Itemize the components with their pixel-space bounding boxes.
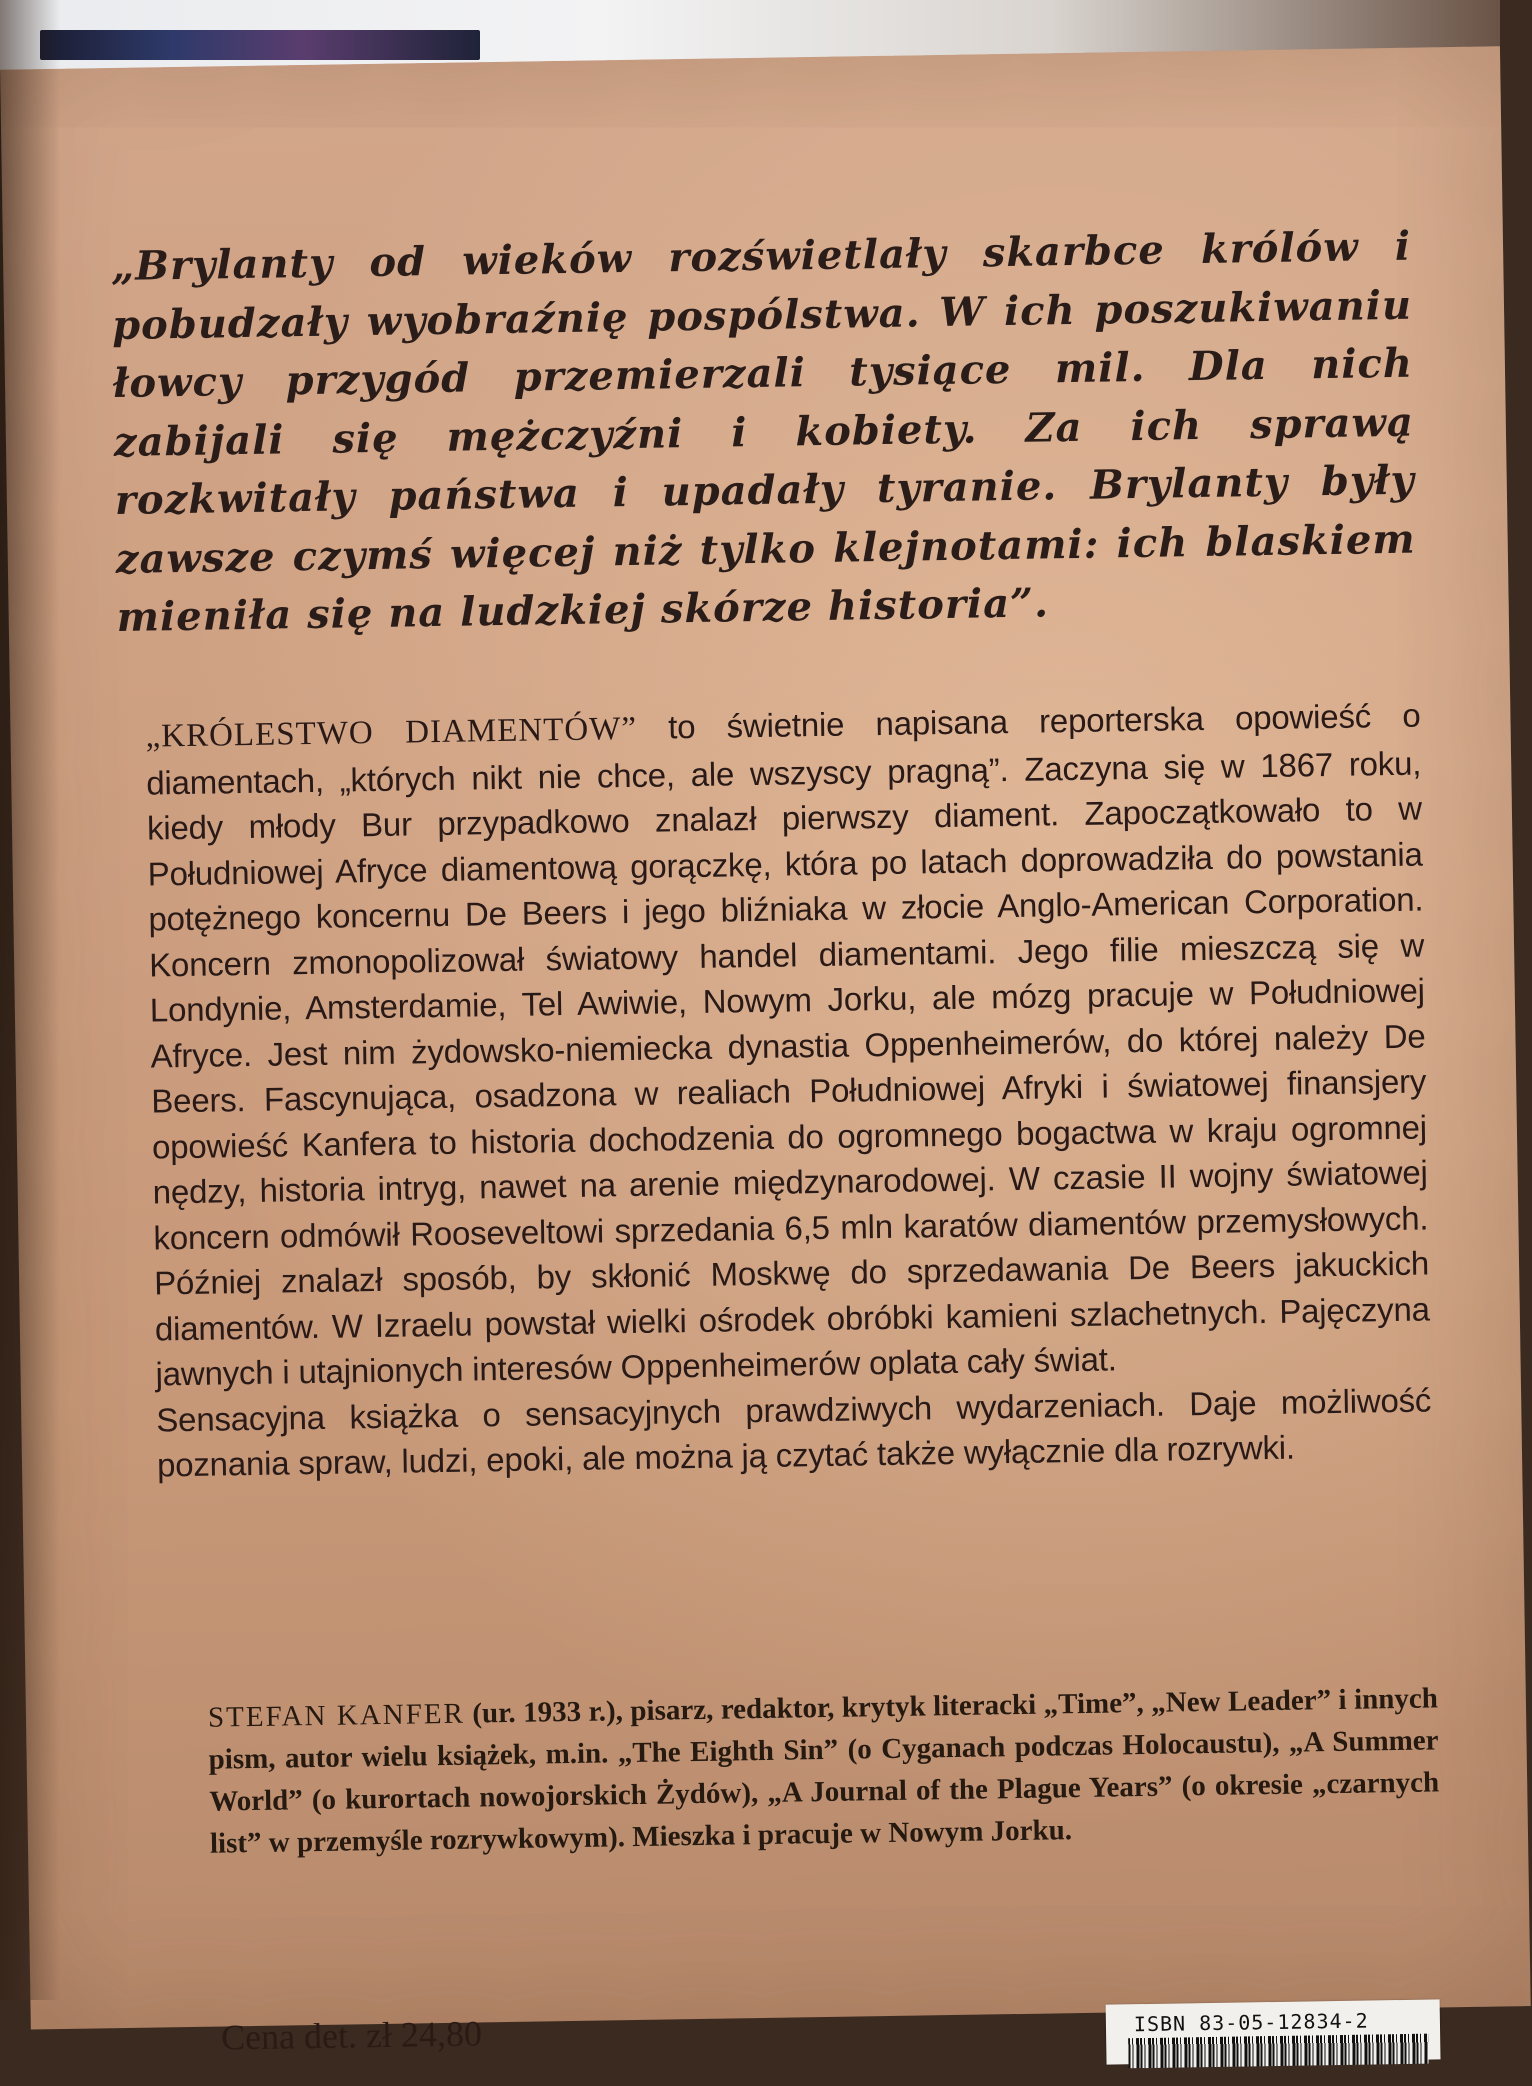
book-title: „KRÓLESTWO DIAMENTÓW” [145,710,638,755]
background-monitor [40,30,480,60]
blurb-quote: „Brylanty od wieków rozświetlały skarbce królów i pobudzały wyobraźnię pospólstwa. W ich poszukiwaniu łowcy przygód przemierzali tysiące mil. Dla nich zabijali się mężczyźni i kobiety. Za ich sprawą rozkwitały państwa i upadały tyranie. Brylanty były zawsze czymś więcej niż tylko klejnotami: ich blaskiem mieniła się na ludzkiej skórze historia”. [110,222,1417,642]
isbn-sticker [1106,1999,1441,2064]
book-back-cover [0,46,1531,2058]
author-bio [208,1677,1440,1864]
description-paragraph-2: Sensacyjna książka o sensacyjnych prawdziwych wydarzeniach. Daje możliwość poznania spraw, ludzi, epoki, ale można ją czytać także wyłącznie dla rozrywki. [156,1380,1432,1484]
isbn-number: ISBN 83-05-12834-2 [1133,2008,1369,2037]
price-label: Cena det. zł 24,80 [220,2013,483,2058]
barcode-icon [1128,2034,1428,2069]
description-text: to świetnie napisana reporterska opowieść o diamentach, „których nikt nie chce, ale wszyscy pragną”. Zaczyna się w 1867 roku, kiedy młody Bur przypadkowo znalazł pierwszy diament. Zapoczątkowało to w Południowej Afryce diamentową gorączkę, która po latach doprowadziła do powstania potężnego koncernu De Beers i jego bliźniaka w złocie Anglo-American Corporation. Koncern zmonopolizował światowy handel diamentami. Jego filie mieszczą się w Londynie, Amsterdamie, Tel Awiwie, Nowym Jorku, ale mózg pracuje w Południowej Afryce. Jest nim żydowsko-niemiecka dynastia Oppenheimerów, do której należy De Beers. Fascynująca, osadzona w realiach Południowej Afryki i światowej finansjery opowieść Kanfera to historia dochodzenia do ogromnego bogactwa w kraju ogromnej nędzy, historia intryg, nawet na arenie międzynarodowej. W czasie II wojny światowej koncern odmówił Rooseveltowi sprzedania 6,5 mln karatów diamentów przemysłowych. Później znalazł sposób, by skłonić Moskwę do sprzedawania De Beers jakuckich diamentów. W Izraelu powstał wielki ośrodek obróbki kamieni szlachetnych. Pajęczyna jawnych i utajnionych interesów Oppenheimerów oplata cały świat. [146,696,1431,1393]
description-paragraph [145,693,1431,1397]
author-name: STEFAN KANFER [207,1697,466,1734]
book-description [145,693,1432,1488]
author-bio-text: (ur. 1933 r.), pisarz, redaktor, krytyk literacki „Time”, „New Leader” i innych pism, autor wielu książek, m.in. „The Eighth Sin” (o Cyganach podczas Holocaustu), „A Summer World” (o kurortach nowojorskich Żydów), „A Journal of the Plague Years” (o okresie „czarnych list” w przemyśle rozrywkowym). Mieszka i pracuje w Nowym Jorku. [208,1682,1440,1860]
